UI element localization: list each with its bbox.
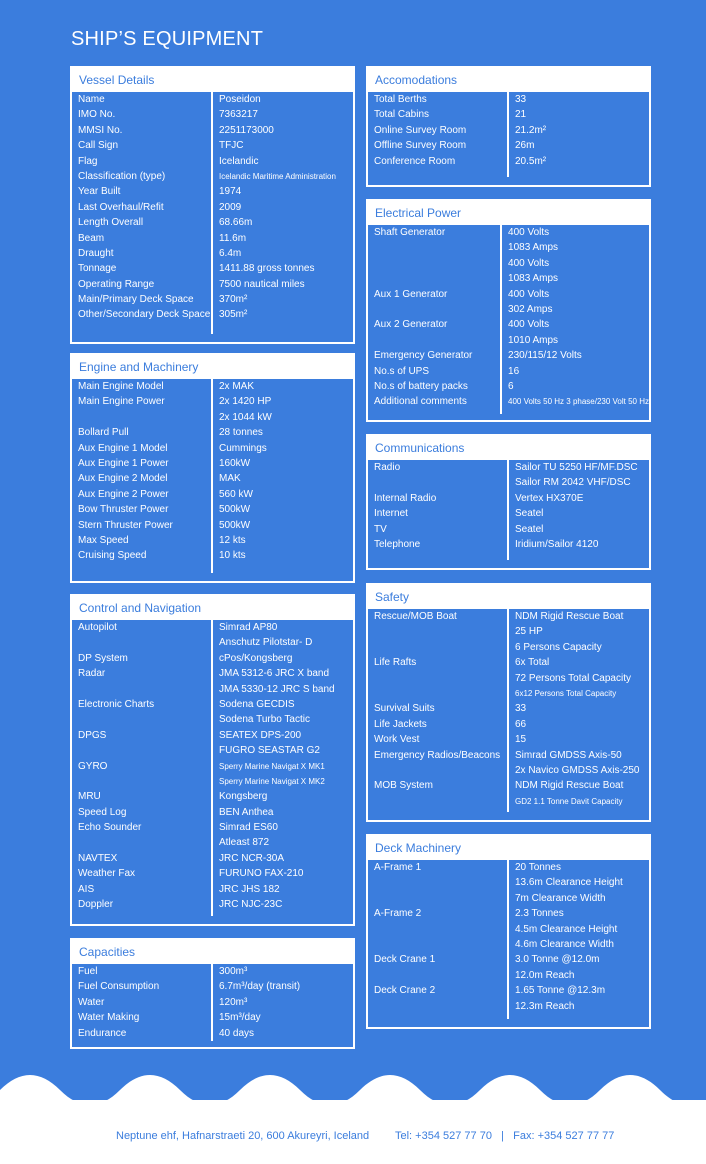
- electrical-power-heading: Electrical Power: [368, 201, 649, 225]
- table-body: [368, 452, 649, 560]
- row-value: 2.3 Tonnes: [515, 908, 564, 920]
- table-body: [72, 371, 353, 573]
- row-label: Operating Range: [78, 278, 155, 290]
- row-label: TV: [374, 523, 387, 535]
- table-body: [368, 852, 649, 1019]
- row-label: [368, 999, 507, 1014]
- row-value: 6: [508, 380, 514, 392]
- row-label: Length Overall: [78, 217, 144, 229]
- row-value: 2x 1420 HP: [219, 396, 272, 408]
- row-label: [72, 835, 211, 850]
- row-value: 40 days: [219, 1027, 255, 1039]
- value-column: [502, 225, 649, 414]
- row-label: Total Berths: [374, 94, 427, 105]
- row-label: Aux Engine 2 Power: [78, 488, 169, 500]
- row-label: Electronic Charts: [78, 698, 155, 710]
- row-label: Deck Crane 2: [374, 985, 436, 997]
- control-navigation-rows: [72, 612, 353, 916]
- row-label: GYRO: [78, 760, 108, 772]
- row-value: 400 Volts: [508, 257, 550, 269]
- row-value: NDM Rigid Rescue Boat: [515, 611, 624, 622]
- label-column: [368, 460, 509, 560]
- row-label: Conference Room: [374, 155, 456, 167]
- row-label: A-Frame 2: [374, 908, 422, 920]
- row-value: Kongsberg: [219, 791, 268, 803]
- row-label: NAVTEX: [78, 852, 118, 864]
- table-body: [72, 612, 353, 916]
- row-value: 560 kW: [219, 488, 253, 500]
- wave-decoration: [0, 1050, 706, 1160]
- value-column: [213, 92, 336, 334]
- row-label: AIS: [78, 883, 95, 895]
- row-label: IMO No.: [78, 109, 116, 121]
- row-label: Weather Fax: [78, 868, 136, 880]
- row-label: DPGS: [78, 729, 107, 741]
- row-label: Max Speed: [78, 534, 129, 546]
- label-column: [72, 620, 213, 916]
- row-label: [368, 922, 507, 937]
- deck-machinery-rows: [368, 852, 649, 1019]
- row-value: Sodena Turbo Tactic: [219, 714, 310, 726]
- row-value: 7363217: [219, 109, 258, 121]
- row-label: Autopilot: [78, 622, 117, 633]
- row-label: Aux Engine 2 Model: [78, 473, 168, 485]
- capacities-rows: [72, 958, 353, 1041]
- row-label: [368, 875, 507, 890]
- row-value: Sodena GECDIS: [219, 698, 295, 710]
- table-body: [72, 958, 353, 1041]
- row-value: 2009: [219, 201, 242, 213]
- electrical-power-rows: [368, 219, 649, 414]
- row-label: Other/Secondary Deck Space: [78, 309, 211, 321]
- row-value: Sperry Marine Navigat X MK2: [219, 776, 325, 786]
- row-label: Radar: [78, 668, 106, 680]
- row-value: 21: [515, 109, 527, 121]
- row-label: Echo Sounder: [78, 822, 142, 834]
- row-label: Total Cabins: [374, 109, 430, 121]
- row-value: 28 tonnes: [219, 427, 263, 439]
- row-label: [368, 671, 507, 686]
- row-value: 230/115/12 Volts: [508, 350, 582, 362]
- value-column: [213, 620, 335, 916]
- row-label: [368, 640, 507, 655]
- row-label: Water: [78, 996, 105, 1008]
- row-label: Life Jackets: [374, 718, 427, 730]
- row-value: 1.65 Tonne @12.3m: [515, 985, 606, 997]
- row-value: 4.5m Clearance Height: [515, 923, 618, 935]
- row-label: Draught: [78, 247, 114, 259]
- row-label: Deck Crane 1: [374, 954, 436, 966]
- row-value: 25 HP: [515, 626, 543, 638]
- accommodations-rows: [368, 84, 649, 177]
- row-value: Vertex HX370E: [515, 492, 584, 504]
- label-column: [368, 92, 509, 177]
- row-label: [72, 635, 211, 650]
- row-label: MOB System: [374, 780, 433, 792]
- electrical-power-panel: [366, 199, 651, 422]
- row-value: Sailor RM 2042 VHF/DSC: [515, 477, 631, 489]
- row-label: Year Built: [78, 186, 121, 198]
- row-value: 4.6m Clearance Width: [515, 938, 614, 950]
- row-label: [368, 475, 507, 490]
- row-value: BEN Anthea: [219, 806, 274, 818]
- row-label: Speed Log: [78, 806, 127, 818]
- engine-machinery-panel: [70, 353, 355, 583]
- row-value: 1411.88 gross tonnes: [219, 263, 315, 275]
- row-label: [368, 686, 507, 701]
- row-label: Doppler: [78, 899, 114, 911]
- capacities-panel: [70, 938, 355, 1049]
- engine-machinery-rows: [72, 371, 353, 573]
- row-value: 10 kts: [219, 550, 246, 562]
- row-label: Emergency Radios/Beacons: [374, 749, 501, 761]
- row-label: Additional comments: [374, 396, 467, 408]
- row-label: Main Engine Model: [78, 381, 164, 392]
- row-label: Fuel Consumption: [78, 981, 160, 993]
- row-label: [72, 410, 211, 425]
- row-label: MRU: [78, 791, 101, 803]
- row-label: [368, 240, 500, 255]
- label-column: [72, 92, 213, 334]
- row-label: Tonnage: [78, 263, 117, 275]
- row-value: 400 Volts: [508, 227, 550, 238]
- row-label: No.s of battery packs: [374, 380, 468, 392]
- row-value: 3.0 Tonne @12.0m: [515, 954, 600, 966]
- row-label: [72, 743, 211, 758]
- row-label: Name: [78, 94, 105, 105]
- footer-contact: Tel: +354 527 77 70 | Fax: +354 527 77 77: [395, 1130, 615, 1142]
- row-value: JRC NCR-30A: [219, 852, 285, 864]
- deck-machinery-heading: Deck Machinery: [368, 836, 649, 860]
- row-label: [368, 256, 500, 271]
- row-label: Life Rafts: [374, 657, 417, 669]
- table-body: [368, 219, 649, 414]
- footer-address: Neptune ehf, Hafnarstraeti 20, 600 Akureyri, Iceland: [116, 1130, 370, 1142]
- value-column: [509, 92, 546, 177]
- row-label: Beam: [78, 232, 105, 244]
- row-label: A-Frame 1: [374, 862, 422, 873]
- row-value: Iridium/Sailor 4120: [515, 538, 599, 550]
- row-label: Main Engine Power: [78, 396, 165, 408]
- row-value: MAK: [219, 473, 241, 485]
- row-value: Sailor TU 5250 HF/MF.DSC: [515, 462, 638, 473]
- row-label: Work Vest: [374, 734, 420, 746]
- row-label: Radio: [374, 462, 401, 473]
- row-label: [72, 682, 211, 697]
- row-value: 15m³/day: [219, 1012, 261, 1024]
- row-value: Seatel: [515, 508, 544, 520]
- row-value: 26m: [515, 140, 535, 152]
- control-navigation-heading: Control and Navigation: [72, 596, 353, 620]
- row-value: FURUNO FAX-210: [219, 868, 304, 880]
- row-value: 400 Volts: [508, 319, 550, 331]
- row-label: No.s of UPS: [374, 365, 430, 377]
- row-value: Cummings: [219, 442, 267, 454]
- row-value: 66: [515, 718, 527, 730]
- row-value: SEATEX DPS-200: [219, 729, 302, 741]
- row-value: 400 Volts: [508, 288, 550, 300]
- row-label: Flag: [78, 155, 98, 167]
- row-value: 2x MAK: [219, 381, 255, 392]
- row-value: 13.6m Clearance Height: [515, 877, 623, 889]
- row-label: MMSI No.: [78, 124, 123, 136]
- row-value: 12 kts: [219, 534, 246, 546]
- row-label: Call Sign: [78, 140, 119, 152]
- safety-panel: [366, 583, 651, 822]
- row-value: 72 Persons Total Capacity: [515, 672, 631, 684]
- row-label: Emergency Generator: [374, 350, 473, 362]
- row-value: 33: [515, 94, 527, 105]
- value-column: [213, 379, 272, 573]
- row-value: 1083 Amps: [508, 242, 559, 254]
- accommodations-heading: Accomodations: [368, 68, 649, 92]
- row-label: Internet: [374, 508, 408, 520]
- vessel-details-panel: [70, 66, 355, 344]
- row-value: FUGRO SEASTAR G2: [219, 745, 320, 757]
- row-label: [368, 271, 500, 286]
- page-title: SHIP’S EQUIPMENT: [71, 28, 264, 50]
- row-value: 16: [508, 365, 520, 377]
- row-label: Aux Engine 1 Model: [78, 442, 168, 454]
- row-value: 6x Total: [515, 657, 550, 669]
- table-body: [72, 84, 353, 334]
- row-label: [72, 774, 211, 789]
- row-value: 7m Clearance Width: [515, 892, 606, 904]
- row-value: 500kW: [219, 519, 251, 531]
- row-value: 6 Persons Capacity: [515, 641, 602, 653]
- row-value: 7500 nautical miles: [219, 278, 305, 290]
- label-column: [368, 860, 509, 1019]
- row-value: 20.5m²: [515, 155, 547, 167]
- row-value: Atleast 872: [219, 837, 270, 849]
- row-value: 2x 1044 kW: [219, 411, 272, 423]
- row-label: Last Overhaul/Refit: [78, 201, 164, 213]
- row-label: Online Survey Room: [374, 124, 467, 136]
- row-value: JRC NJC-23C: [219, 899, 283, 911]
- deck-machinery-panel: [366, 834, 651, 1029]
- row-value: 12.3m Reach: [515, 1000, 575, 1012]
- row-label: Telephone: [374, 538, 421, 550]
- row-value: 370m²: [219, 294, 248, 306]
- row-value: 2251173000: [219, 124, 274, 136]
- row-label: DP System: [78, 652, 128, 664]
- row-label: [72, 712, 211, 727]
- communications-heading: Communications: [368, 436, 649, 460]
- row-label: Stern Thruster Power: [78, 519, 173, 531]
- row-label: [368, 937, 507, 952]
- label-column: [72, 379, 213, 573]
- row-label: [368, 302, 500, 317]
- row-label: [368, 624, 507, 639]
- row-value: Anschutz Pilotstar- D: [219, 637, 313, 649]
- row-label: Aux Engine 1 Power: [78, 457, 169, 469]
- row-label: Offline Survey Room: [374, 140, 467, 152]
- row-label: [368, 968, 507, 983]
- row-label: [368, 333, 500, 348]
- value-column: [509, 460, 638, 560]
- row-value: 305m²: [219, 309, 248, 321]
- communications-panel: [366, 434, 651, 570]
- row-label: Cruising Speed: [78, 550, 147, 562]
- row-label: Bow Thruster Power: [78, 504, 169, 516]
- row-value: 500kW: [219, 504, 251, 516]
- row-value: Sperry Marine Navigat X MK1: [219, 761, 325, 771]
- control-navigation-panel: [70, 594, 355, 926]
- row-label: Water Making: [78, 1012, 140, 1024]
- row-label: [368, 891, 507, 906]
- row-value: 68.66m: [219, 217, 253, 229]
- row-label: Survival Suits: [374, 703, 435, 715]
- row-value: 6x12 Persons Total Capacity: [515, 688, 617, 698]
- label-column: [368, 225, 502, 414]
- row-value: 12.0m Reach: [515, 969, 575, 981]
- row-value: JMA 5330-12 JRC S band: [219, 683, 335, 695]
- safety-heading: Safety: [368, 585, 649, 609]
- row-value: 300m³: [219, 966, 248, 977]
- row-value: 6.7m³/day (transit): [219, 981, 301, 993]
- row-value: Poseidon: [219, 94, 261, 105]
- row-value: 21.2m²: [515, 124, 547, 136]
- row-value: 33: [515, 703, 527, 715]
- value-column: [213, 964, 300, 1041]
- row-value: Icelandic Maritime Administration: [219, 171, 336, 181]
- row-value: 302 Amps: [508, 303, 553, 315]
- row-label: Classification (type): [78, 170, 166, 182]
- capacities-heading: Capacities: [72, 940, 353, 964]
- vessel-details-rows: [72, 84, 353, 334]
- row-value: 15: [515, 734, 527, 746]
- table-body: [368, 84, 649, 177]
- safety-rows: [368, 601, 649, 812]
- row-value: 6.4m: [219, 247, 242, 259]
- row-label: Aux 1 Generator: [374, 288, 448, 300]
- row-value: JRC JHS 182: [219, 883, 280, 895]
- row-label: Bollard Pull: [78, 427, 129, 439]
- row-label: Internal Radio: [374, 492, 437, 504]
- row-label: [368, 794, 507, 809]
- row-value: 1974: [219, 186, 242, 198]
- value-column: [509, 609, 640, 812]
- row-label: Rescue/MOB Boat: [374, 611, 457, 622]
- label-column: [72, 964, 213, 1041]
- row-value: Seatel: [515, 523, 544, 535]
- row-value: 160kW: [219, 457, 251, 469]
- row-value: 1010 Amps: [508, 334, 559, 346]
- vessel-details-heading: Vessel Details: [72, 68, 353, 92]
- row-value: Simrad ES60: [219, 822, 278, 834]
- row-value: GD2 1.1 Tonne Davit Capacity: [515, 796, 623, 806]
- row-label: Main/Primary Deck Space: [78, 294, 194, 306]
- row-label: [368, 763, 507, 778]
- engine-machinery-heading: Engine and Machinery: [72, 355, 353, 379]
- row-value: JMA 5312-6 JRC X band: [219, 668, 330, 680]
- table-body: [368, 601, 649, 812]
- row-value: 1083 Amps: [508, 273, 559, 285]
- row-value: TFJC: [219, 140, 244, 152]
- row-label: Aux 2 Generator: [374, 319, 448, 331]
- row-value: 11.6m: [219, 232, 247, 244]
- row-value: cPos/Kongsberg: [219, 652, 293, 664]
- row-value: Simrad AP80: [219, 622, 278, 633]
- row-value: 400 Volts 50 Hz 3 phase/230 Volt 50 Hz: [508, 397, 649, 407]
- row-value: 120m³: [219, 996, 248, 1008]
- row-value: 2x Navico GMDSS Axis-250: [515, 764, 640, 776]
- communications-rows: [368, 452, 649, 560]
- row-label: Fuel: [78, 966, 98, 977]
- row-value: Icelandic: [219, 155, 259, 167]
- accommodations-panel: [366, 66, 651, 187]
- row-label: Shaft Generator: [374, 227, 446, 238]
- label-column: [368, 609, 509, 812]
- value-column: [509, 860, 623, 1019]
- row-value: 20 Tonnes: [515, 862, 561, 873]
- row-value: Simrad GMDSS Axis-50: [515, 749, 622, 761]
- row-label: Endurance: [78, 1027, 127, 1039]
- row-value: NDM Rigid Rescue Boat: [515, 780, 624, 792]
